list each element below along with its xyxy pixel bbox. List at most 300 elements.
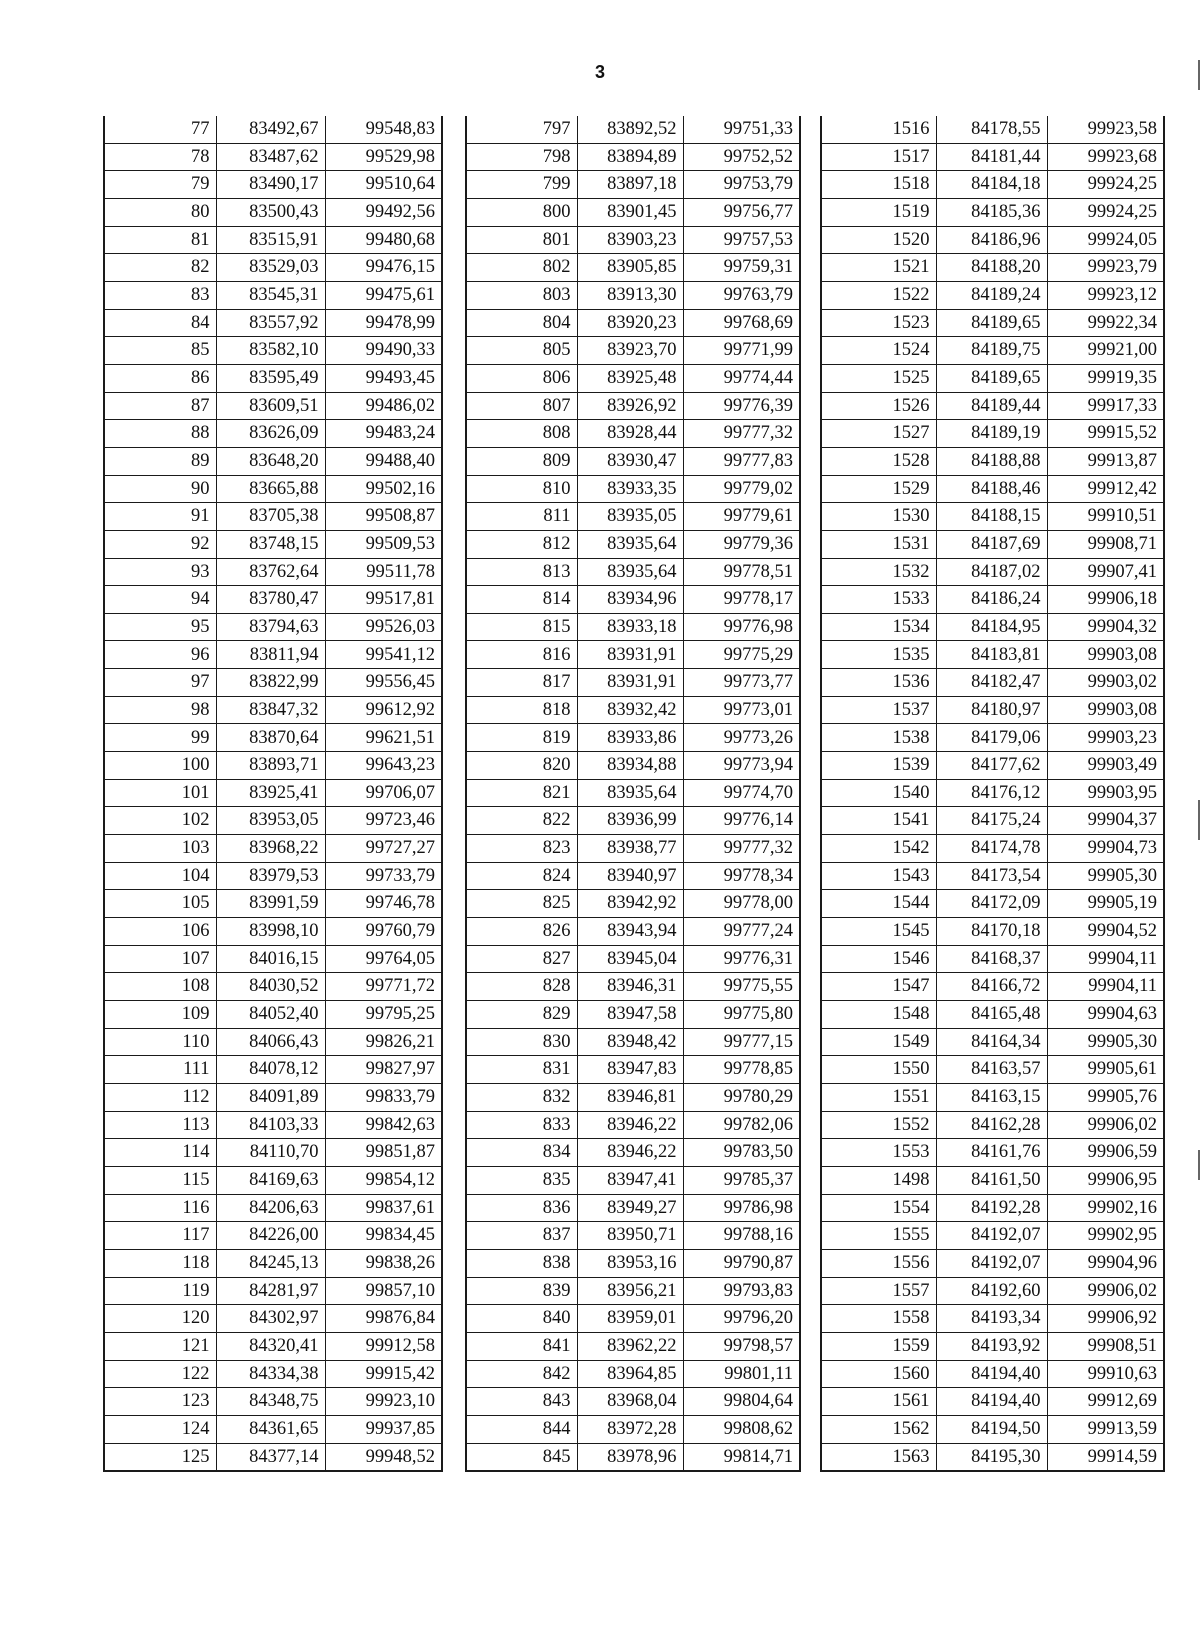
table-row: [104, 364, 442, 392]
table-row: [821, 420, 1164, 448]
y-coordinate-cell: 99475,61: [325, 281, 442, 309]
x-coordinate-cell: 84185,36: [936, 198, 1047, 226]
y-coordinate-cell: 99774,70: [683, 779, 800, 807]
y-coordinate-cell: 99905,19: [1047, 890, 1164, 918]
x-coordinate-cell: 83933,35: [577, 475, 683, 503]
point-number-cell: 837: [466, 1222, 577, 1250]
table-row: [821, 530, 1164, 558]
point-number-cell: 82: [104, 254, 216, 282]
table-row: [104, 1166, 442, 1194]
y-coordinate-cell: 99923,68: [1047, 143, 1164, 171]
point-number-cell: 810: [466, 475, 577, 503]
x-coordinate-cell: 84334,38: [216, 1360, 325, 1388]
table-row: [821, 281, 1164, 309]
point-number-cell: 1560: [821, 1360, 936, 1388]
point-number-cell: 803: [466, 281, 577, 309]
x-coordinate-cell: 84189,65: [936, 309, 1047, 337]
y-coordinate-cell: 99798,57: [683, 1332, 800, 1360]
table-row: [466, 392, 800, 420]
coordinate-table-1: [103, 116, 443, 1472]
table-row: [466, 669, 800, 697]
x-coordinate-cell: 83943,94: [577, 918, 683, 946]
table-row: [466, 281, 800, 309]
y-coordinate-cell: 99851,87: [325, 1139, 442, 1167]
y-coordinate-cell: 99488,40: [325, 447, 442, 475]
point-number-cell: 121: [104, 1332, 216, 1360]
y-coordinate-cell: 99919,35: [1047, 364, 1164, 392]
x-coordinate-cell: 83648,20: [216, 447, 325, 475]
table-row: [104, 779, 442, 807]
y-coordinate-cell: 99778,00: [683, 890, 800, 918]
table-row: [821, 364, 1164, 392]
x-coordinate-cell: 83870,64: [216, 724, 325, 752]
point-number-cell: 1523: [821, 309, 936, 337]
x-coordinate-cell: 83595,49: [216, 364, 325, 392]
point-number-cell: 1554: [821, 1194, 936, 1222]
x-coordinate-cell: 83928,44: [577, 420, 683, 448]
y-coordinate-cell: 99793,83: [683, 1277, 800, 1305]
table-row: [466, 503, 800, 531]
point-number-cell: 1524: [821, 337, 936, 365]
table-row: [821, 337, 1164, 365]
point-number-cell: 814: [466, 586, 577, 614]
point-number-cell: 120: [104, 1305, 216, 1333]
table-row: [821, 1443, 1164, 1471]
point-number-cell: 113: [104, 1111, 216, 1139]
table-row: [821, 1083, 1164, 1111]
table-row: [466, 973, 800, 1001]
y-coordinate-cell: 99904,37: [1047, 807, 1164, 835]
y-coordinate-cell: 99783,50: [683, 1139, 800, 1167]
table-row: [104, 1305, 442, 1333]
x-coordinate-cell: 83934,96: [577, 586, 683, 614]
x-coordinate-cell: 84187,69: [936, 530, 1047, 558]
table-row: [466, 862, 800, 890]
y-coordinate-cell: 99773,94: [683, 752, 800, 780]
table-row: [104, 586, 442, 614]
table-row: [104, 973, 442, 1001]
x-coordinate-cell: 83935,05: [577, 503, 683, 531]
table-row: [821, 558, 1164, 586]
y-coordinate-cell: 99509,53: [325, 530, 442, 558]
x-coordinate-cell: 84245,13: [216, 1249, 325, 1277]
y-coordinate-cell: 99493,45: [325, 364, 442, 392]
x-coordinate-cell: 83925,41: [216, 779, 325, 807]
point-number-cell: 1562: [821, 1415, 936, 1443]
y-coordinate-cell: 99904,73: [1047, 835, 1164, 863]
table-row: [104, 1332, 442, 1360]
x-coordinate-cell: 83930,47: [577, 447, 683, 475]
x-coordinate-cell: 83515,91: [216, 226, 325, 254]
y-coordinate-cell: 99556,45: [325, 669, 442, 697]
x-coordinate-cell: 84184,95: [936, 613, 1047, 641]
y-coordinate-cell: 99777,24: [683, 918, 800, 946]
x-coordinate-cell: 83946,31: [577, 973, 683, 1001]
point-number-cell: 809: [466, 447, 577, 475]
point-number-cell: 1538: [821, 724, 936, 752]
table-row: [104, 475, 442, 503]
table-row: [466, 1083, 800, 1111]
point-number-cell: 107: [104, 945, 216, 973]
y-coordinate-cell: 99854,12: [325, 1166, 442, 1194]
y-coordinate-cell: 99902,95: [1047, 1222, 1164, 1250]
x-coordinate-cell: 83932,42: [577, 696, 683, 724]
point-number-cell: 109: [104, 1001, 216, 1029]
table-row: [821, 779, 1164, 807]
table-row: [104, 1415, 442, 1443]
coordinate-table-2: [465, 116, 801, 1472]
y-coordinate-cell: 99773,01: [683, 696, 800, 724]
table-row: [821, 1415, 1164, 1443]
x-coordinate-cell: 84183,81: [936, 641, 1047, 669]
x-coordinate-cell: 84189,44: [936, 392, 1047, 420]
y-coordinate-cell: 99924,05: [1047, 226, 1164, 254]
table-row: [466, 613, 800, 641]
x-coordinate-cell: 84164,34: [936, 1028, 1047, 1056]
y-coordinate-cell: 99511,78: [325, 558, 442, 586]
x-coordinate-cell: 83925,48: [577, 364, 683, 392]
table-row: [104, 503, 442, 531]
x-coordinate-cell: 83920,23: [577, 309, 683, 337]
x-coordinate-cell: 83945,04: [577, 945, 683, 973]
x-coordinate-cell: 84163,57: [936, 1056, 1047, 1084]
coordinate-table-3: [820, 116, 1165, 1472]
y-coordinate-cell: 99905,30: [1047, 1028, 1164, 1056]
y-coordinate-cell: 99763,79: [683, 281, 800, 309]
y-coordinate-cell: 99923,58: [1047, 116, 1164, 143]
y-coordinate-cell: 99480,68: [325, 226, 442, 254]
point-number-cell: 835: [466, 1166, 577, 1194]
point-number-cell: 1521: [821, 254, 936, 282]
point-number-cell: 1540: [821, 779, 936, 807]
point-number-cell: 845: [466, 1443, 577, 1471]
table-row: [821, 1332, 1164, 1360]
x-coordinate-cell: 84186,96: [936, 226, 1047, 254]
point-number-cell: 87: [104, 392, 216, 420]
y-coordinate-cell: 99937,85: [325, 1415, 442, 1443]
table-row: [466, 1443, 800, 1471]
y-coordinate-cell: 99913,87: [1047, 447, 1164, 475]
point-number-cell: 798: [466, 143, 577, 171]
point-number-cell: 90: [104, 475, 216, 503]
y-coordinate-cell: 99904,52: [1047, 918, 1164, 946]
x-coordinate-cell: 83956,21: [577, 1277, 683, 1305]
y-coordinate-cell: 99517,81: [325, 586, 442, 614]
table-row: [466, 116, 800, 143]
point-number-cell: 1537: [821, 696, 936, 724]
point-number-cell: 808: [466, 420, 577, 448]
table-row: [104, 1222, 442, 1250]
x-coordinate-cell: 83557,92: [216, 309, 325, 337]
point-number-cell: 1553: [821, 1139, 936, 1167]
x-coordinate-cell: 84188,88: [936, 447, 1047, 475]
point-number-cell: 1527: [821, 420, 936, 448]
point-number-cell: 1552: [821, 1111, 936, 1139]
table-row: [466, 198, 800, 226]
point-number-cell: 840: [466, 1305, 577, 1333]
y-coordinate-cell: 99905,76: [1047, 1083, 1164, 1111]
y-coordinate-cell: 99904,32: [1047, 613, 1164, 641]
point-number-cell: 829: [466, 1001, 577, 1029]
table-row: [821, 1360, 1164, 1388]
y-coordinate-cell: 99912,69: [1047, 1388, 1164, 1416]
y-coordinate-cell: 99777,32: [683, 420, 800, 448]
point-number-cell: 1522: [821, 281, 936, 309]
y-coordinate-cell: 99837,61: [325, 1194, 442, 1222]
point-number-cell: 101: [104, 779, 216, 807]
x-coordinate-cell: 83998,10: [216, 918, 325, 946]
point-number-cell: 78: [104, 143, 216, 171]
y-coordinate-cell: 99778,85: [683, 1056, 800, 1084]
x-coordinate-cell: 83933,18: [577, 613, 683, 641]
y-coordinate-cell: 99915,52: [1047, 420, 1164, 448]
x-coordinate-cell: 84165,48: [936, 1001, 1047, 1029]
point-number-cell: 124: [104, 1415, 216, 1443]
table-row: [104, 226, 442, 254]
point-number-cell: 1545: [821, 918, 936, 946]
table-row: [466, 364, 800, 392]
y-coordinate-cell: 99706,07: [325, 779, 442, 807]
table-row: [821, 1305, 1164, 1333]
table-row: [821, 613, 1164, 641]
y-coordinate-cell: 99904,63: [1047, 1001, 1164, 1029]
x-coordinate-cell: 83972,28: [577, 1415, 683, 1443]
x-coordinate-cell: 83933,86: [577, 724, 683, 752]
table-row: [104, 254, 442, 282]
point-number-cell: 77: [104, 116, 216, 143]
y-coordinate-cell: 99790,87: [683, 1249, 800, 1277]
y-coordinate-cell: 99904,11: [1047, 945, 1164, 973]
table-row: [104, 392, 442, 420]
point-number-cell: 93: [104, 558, 216, 586]
y-coordinate-cell: 99785,37: [683, 1166, 800, 1194]
point-number-cell: 831: [466, 1056, 577, 1084]
point-number-cell: 1541: [821, 807, 936, 835]
x-coordinate-cell: 83947,41: [577, 1166, 683, 1194]
x-coordinate-cell: 84091,89: [216, 1083, 325, 1111]
point-number-cell: 1555: [821, 1222, 936, 1250]
x-coordinate-cell: 83942,92: [577, 890, 683, 918]
y-coordinate-cell: 99906,02: [1047, 1111, 1164, 1139]
y-coordinate-cell: 99776,31: [683, 945, 800, 973]
y-coordinate-cell: 99777,83: [683, 447, 800, 475]
y-coordinate-cell: 99778,17: [683, 586, 800, 614]
x-coordinate-cell: 84169,63: [216, 1166, 325, 1194]
y-coordinate-cell: 99778,51: [683, 558, 800, 586]
x-coordinate-cell: 83905,85: [577, 254, 683, 282]
y-coordinate-cell: 99510,64: [325, 171, 442, 199]
point-number-cell: 799: [466, 171, 577, 199]
coordinate-table-body: [821, 116, 1164, 1471]
table-row: [104, 862, 442, 890]
y-coordinate-cell: 99924,25: [1047, 198, 1164, 226]
x-coordinate-cell: 84180,97: [936, 696, 1047, 724]
point-number-cell: 806: [466, 364, 577, 392]
table-row: [466, 918, 800, 946]
point-number-cell: 816: [466, 641, 577, 669]
table-row: [821, 1222, 1164, 1250]
x-coordinate-cell: 84193,34: [936, 1305, 1047, 1333]
y-coordinate-cell: 99801,11: [683, 1360, 800, 1388]
x-coordinate-cell: 83935,64: [577, 779, 683, 807]
y-coordinate-cell: 99924,25: [1047, 171, 1164, 199]
table-row: [466, 1332, 800, 1360]
point-number-cell: 1525: [821, 364, 936, 392]
x-coordinate-cell: 83490,17: [216, 171, 325, 199]
y-coordinate-cell: 99757,53: [683, 226, 800, 254]
point-number-cell: 108: [104, 973, 216, 1001]
point-number-cell: 823: [466, 835, 577, 863]
table-row: [104, 530, 442, 558]
table-row: [466, 1415, 800, 1443]
table-row: [466, 1166, 800, 1194]
point-number-cell: 99: [104, 724, 216, 752]
point-number-cell: 1547: [821, 973, 936, 1001]
table-row: [466, 696, 800, 724]
y-coordinate-cell: 99490,33: [325, 337, 442, 365]
table-row: [104, 337, 442, 365]
point-number-cell: 1535: [821, 641, 936, 669]
point-number-cell: 843: [466, 1388, 577, 1416]
y-coordinate-cell: 99903,95: [1047, 779, 1164, 807]
y-coordinate-cell: 99906,92: [1047, 1305, 1164, 1333]
table-row: [821, 1388, 1164, 1416]
table-row: [821, 1001, 1164, 1029]
y-coordinate-cell: 99775,29: [683, 641, 800, 669]
y-coordinate-cell: 99948,52: [325, 1443, 442, 1471]
table-row: [821, 586, 1164, 614]
table-row: [466, 420, 800, 448]
y-coordinate-cell: 99723,46: [325, 807, 442, 835]
y-coordinate-cell: 99777,15: [683, 1028, 800, 1056]
y-coordinate-cell: 99775,80: [683, 1001, 800, 1029]
x-coordinate-cell: 83926,92: [577, 392, 683, 420]
point-number-cell: 123: [104, 1388, 216, 1416]
point-number-cell: 802: [466, 254, 577, 282]
point-number-cell: 88: [104, 420, 216, 448]
y-coordinate-cell: 99923,10: [325, 1388, 442, 1416]
point-number-cell: 1559: [821, 1332, 936, 1360]
x-coordinate-cell: 84281,97: [216, 1277, 325, 1305]
x-coordinate-cell: 83913,30: [577, 281, 683, 309]
table-row: [466, 1194, 800, 1222]
x-coordinate-cell: 83487,62: [216, 143, 325, 171]
x-coordinate-cell: 84193,92: [936, 1332, 1047, 1360]
table-row: [466, 752, 800, 780]
y-coordinate-cell: 99492,56: [325, 198, 442, 226]
x-coordinate-cell: 84166,72: [936, 973, 1047, 1001]
point-number-cell: 122: [104, 1360, 216, 1388]
table-row: [821, 392, 1164, 420]
y-coordinate-cell: 99643,23: [325, 752, 442, 780]
table-row: [466, 1028, 800, 1056]
x-coordinate-cell: 83949,27: [577, 1194, 683, 1222]
point-number-cell: 115: [104, 1166, 216, 1194]
x-coordinate-cell: 83931,91: [577, 669, 683, 697]
x-coordinate-cell: 83935,64: [577, 558, 683, 586]
y-coordinate-cell: 99778,34: [683, 862, 800, 890]
x-coordinate-cell: 83991,59: [216, 890, 325, 918]
point-number-cell: 817: [466, 669, 577, 697]
x-coordinate-cell: 83500,43: [216, 198, 325, 226]
table-row: [104, 1001, 442, 1029]
x-coordinate-cell: 84188,46: [936, 475, 1047, 503]
table-row: [104, 116, 442, 143]
y-coordinate-cell: 99773,77: [683, 669, 800, 697]
point-number-cell: 1551: [821, 1083, 936, 1111]
y-coordinate-cell: 99834,45: [325, 1222, 442, 1250]
point-number-cell: 800: [466, 198, 577, 226]
table-row: [466, 447, 800, 475]
x-coordinate-cell: 83748,15: [216, 530, 325, 558]
table-row: [821, 807, 1164, 835]
y-coordinate-cell: 99908,71: [1047, 530, 1164, 558]
table-row: [104, 890, 442, 918]
point-number-cell: 815: [466, 613, 577, 641]
y-coordinate-cell: 99541,12: [325, 641, 442, 669]
table-row: [104, 309, 442, 337]
y-coordinate-cell: 99808,62: [683, 1415, 800, 1443]
y-coordinate-cell: 99753,79: [683, 171, 800, 199]
table-row: [104, 420, 442, 448]
point-number-cell: 819: [466, 724, 577, 752]
table-row: [104, 1249, 442, 1277]
x-coordinate-cell: 84177,62: [936, 752, 1047, 780]
point-number-cell: 832: [466, 1083, 577, 1111]
point-number-cell: 98: [104, 696, 216, 724]
y-coordinate-cell: 99621,51: [325, 724, 442, 752]
point-number-cell: 834: [466, 1139, 577, 1167]
x-coordinate-cell: 84186,24: [936, 586, 1047, 614]
point-number-cell: 801: [466, 226, 577, 254]
y-coordinate-cell: 99912,42: [1047, 475, 1164, 503]
x-coordinate-cell: 83811,94: [216, 641, 325, 669]
point-number-cell: 818: [466, 696, 577, 724]
table-row: [104, 1360, 442, 1388]
table-row: [466, 1001, 800, 1029]
point-number-cell: 116: [104, 1194, 216, 1222]
y-coordinate-cell: 99529,98: [325, 143, 442, 171]
y-coordinate-cell: 99727,27: [325, 835, 442, 863]
y-coordinate-cell: 99775,55: [683, 973, 800, 1001]
table-row: [104, 918, 442, 946]
table-row: [104, 143, 442, 171]
y-coordinate-cell: 99923,12: [1047, 281, 1164, 309]
table-row: [466, 254, 800, 282]
table-row: [466, 530, 800, 558]
point-number-cell: 844: [466, 1415, 577, 1443]
point-number-cell: 119: [104, 1277, 216, 1305]
table-row: [466, 641, 800, 669]
y-coordinate-cell: 99526,03: [325, 613, 442, 641]
x-coordinate-cell: 84192,60: [936, 1277, 1047, 1305]
x-coordinate-cell: 84162,28: [936, 1111, 1047, 1139]
table-row: [821, 1111, 1164, 1139]
x-coordinate-cell: 84174,78: [936, 835, 1047, 863]
table-row: [466, 890, 800, 918]
x-coordinate-cell: 83894,89: [577, 143, 683, 171]
point-number-cell: 97: [104, 669, 216, 697]
point-number-cell: 96: [104, 641, 216, 669]
y-coordinate-cell: 99906,59: [1047, 1139, 1164, 1167]
y-coordinate-cell: 99902,16: [1047, 1194, 1164, 1222]
point-number-cell: 92: [104, 530, 216, 558]
x-coordinate-cell: 84181,44: [936, 143, 1047, 171]
table-row: [821, 1028, 1164, 1056]
table-row: [466, 724, 800, 752]
y-coordinate-cell: 99912,58: [325, 1332, 442, 1360]
y-coordinate-cell: 99508,87: [325, 503, 442, 531]
